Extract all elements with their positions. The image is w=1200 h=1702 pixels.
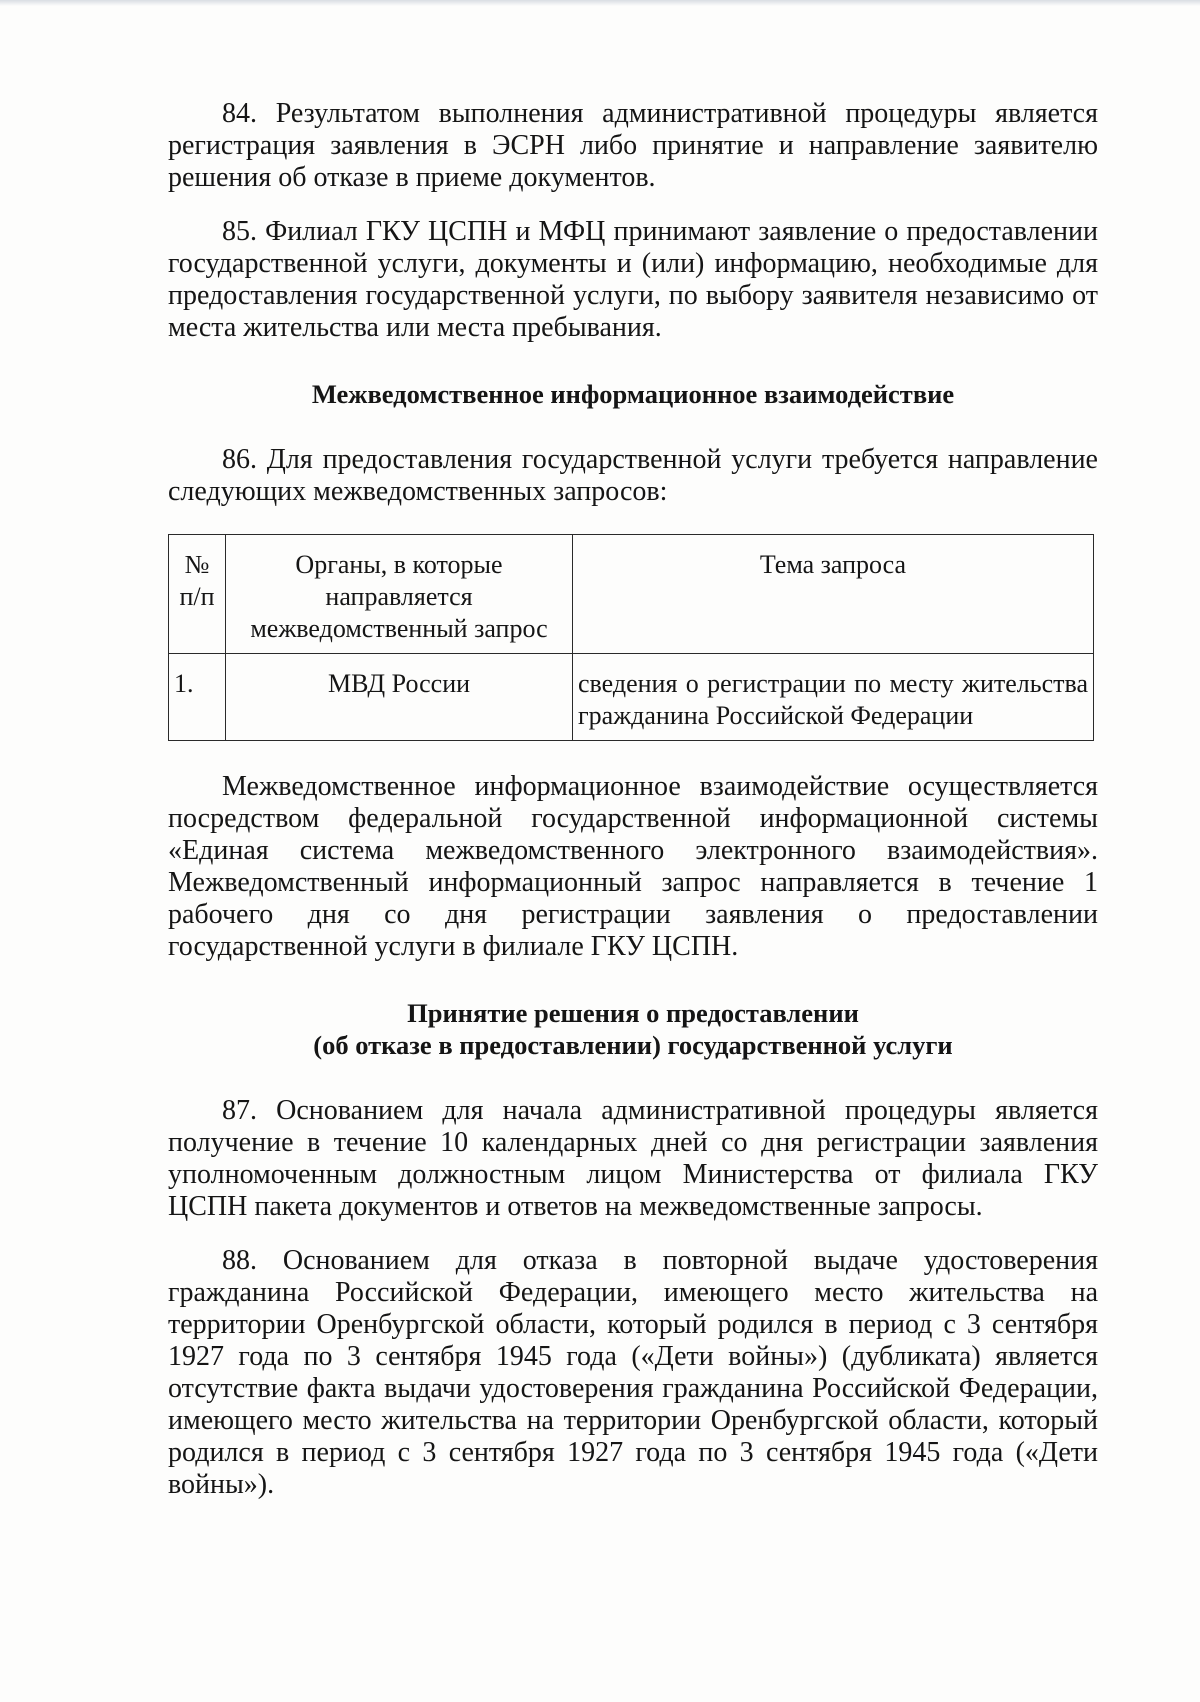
header-number: № п/п bbox=[169, 535, 226, 654]
paragraph-86: 86. Для предоставления государственной услуги требуется направление следующих межведомственных запросов: bbox=[168, 444, 1098, 507]
table-row bbox=[169, 654, 1094, 741]
header-topic: Тема запроса bbox=[573, 535, 1094, 654]
header-agency: Органы, в которые направляется межведомственный запрос bbox=[226, 535, 573, 654]
paragraph-interagency: Межведомственное информационное взаимодействие осуществляется посредством федеральной государственной информационной системы «Единая система межведомственного электронного взаимодействия». Межведомственный информационный запрос направляется в течение 1 рабочего дня со дня регистрации заявления о предоставлении государственной услуги в филиале ГКУ ЦСПН. bbox=[168, 771, 1098, 962]
document-body bbox=[168, 98, 1098, 1501]
section-heading-decision bbox=[168, 997, 1098, 1061]
scan-edge bbox=[0, 0, 1200, 6]
row-number: 1. bbox=[169, 654, 226, 741]
paragraph-87: 87. Основанием для начала административной процедуры является получение в течение 10 календарных дней со дня регистрации заявления уполномоченным должностным лицом Министерства от филиала ГКУ ЦСПН пакета документов и ответов на межведомственные запросы. bbox=[168, 1095, 1098, 1222]
row-agency: МВД России bbox=[226, 654, 573, 741]
section-heading-interagency: Межведомственное информационное взаимодействие bbox=[311, 379, 955, 409]
paragraph-85: 85. Филиал ГКУ ЦСПН и МФЦ принимают заявление о предоставлении государственной услуги, документы и (или) информацию, необходимые для предоставления государственной услуги, по выбору заявителя независимо от места жительства или места пребывания. bbox=[168, 216, 1098, 343]
heading-decision-line-2: (об отказе в предоставлении) государственной услуги bbox=[313, 1030, 953, 1060]
table-header-row bbox=[169, 535, 1094, 654]
row-topic: сведения о регистрации по месту жительства гражданина Российской Федерации bbox=[573, 654, 1094, 741]
interagency-requests-table bbox=[168, 534, 1094, 741]
paragraph-88: 88. Основанием для отказа в повторной выдаче удостоверения гражданина Российской Федерации, имеющего место жительства на территории Оренбургской области, который родился в период с 3 сентября 1927 года по 3 сентября 1945 года («Дети войны») (дубликата) является отсутствие факта выдачи удостоверения гражданина Российской Федерации, имеющего место жительства на территории Оренбургской области, который родился в период с 3 сентября 1927 года по 3 сентября 1945 года («Дети войны»). bbox=[168, 1245, 1098, 1500]
paragraph-84: 84. Результатом выполнения административной процедуры является регистрация заявления в ЭСРН либо принятие и направление заявителю решения об отказе в приеме документов. bbox=[168, 98, 1098, 193]
heading-decision-line-1: Принятие решения о предоставлении bbox=[407, 998, 859, 1028]
